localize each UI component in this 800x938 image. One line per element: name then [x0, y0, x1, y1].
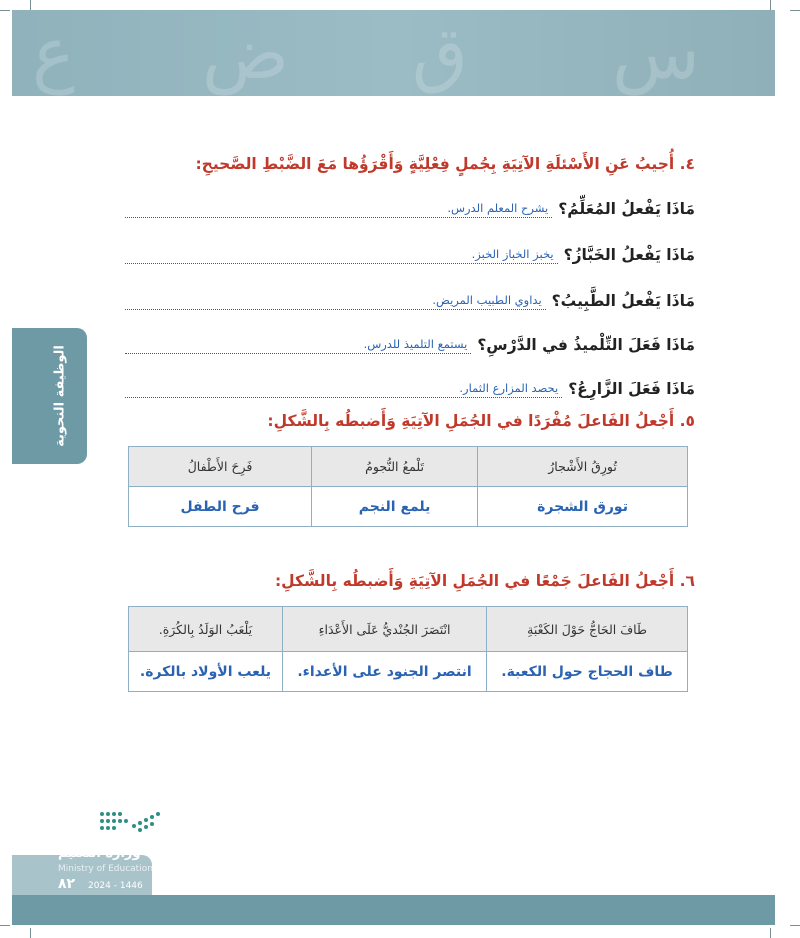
- crop-mark: [770, 0, 771, 10]
- q4-answer: يداوي الطبيب المريض.: [432, 293, 542, 307]
- q4-question: مَاذَا فَعَلَ التِّلْميذُ في الدَّرْسِ؟: [477, 336, 695, 354]
- q4-line: [125, 284, 695, 310]
- crop-mark: [30, 928, 31, 938]
- page-number-value: ٨٢: [58, 876, 76, 892]
- header-band: [12, 10, 775, 96]
- q4-line: [125, 328, 695, 354]
- q4-question: مَاذَا يَفْعلُ الطَّبِيبُ؟: [551, 292, 695, 310]
- crop-mark: [0, 10, 10, 11]
- crop-mark: [790, 925, 800, 926]
- q5-title: ٥. أَجْعلُ الفَاعلَ مُفْرَدًا في الجُمَلِ الآتِيَةِ وَأَضبطُه بِالشَّكلِ:: [267, 412, 695, 430]
- crop-mark: [30, 0, 31, 10]
- q4-answer-field[interactable]: [125, 331, 471, 354]
- q4-answer: يحصد المزارع الثمار.: [459, 381, 559, 395]
- q6-title: ٦. أَجْعلُ الفَاعلَ جَمْعًا في الجُمَلِ الآتِيَةِ وَأَضبطُه بِالشَّكلِ:: [274, 572, 695, 590]
- q6-header-cell: يَلْعَبُ الوَلَدُ بِالكُرَةِ.: [129, 607, 283, 652]
- ministry-logo-icon: [98, 806, 162, 836]
- q6-answer-cell[interactable]: انتصر الجنود على الأعداء.: [282, 652, 486, 692]
- q5-header-cell: تَلْمعُ النُّجومُ: [312, 447, 478, 487]
- q6-header-cell: طَافَ الحَاجُّ حَوْلَ الكَعْبَةِ: [487, 607, 688, 652]
- q5-header-cell: فَرِحَ الأَطْفالُ: [129, 447, 312, 487]
- ornament-glyph: ﺽ: [202, 11, 290, 95]
- side-tab-label: الوظيفة النحوية: [52, 345, 68, 447]
- ornament-glyph: ﺱ: [612, 11, 700, 95]
- q5-table: [128, 446, 688, 527]
- ministry-name-ar: وزارة التعليم: [58, 846, 141, 861]
- q4-answer: يشرح المعلم الدرس.: [447, 201, 549, 215]
- q4-question: مَاذَا يَفْعلُ المُعَلِّمُ؟: [558, 200, 695, 218]
- edition-year: 2024 - 1446: [87, 881, 143, 891]
- q6-answer-cell[interactable]: طاف الحجاج حول الكعبة.: [487, 652, 688, 692]
- q4-line: [125, 238, 695, 264]
- q4-title: ٤. أُجيبُ عَنِ الأَسْئلَةِ الآتِيَةِ بِجُملٍ فِعْلِيَّةٍ وَأَقْرَؤُها مَعَ الضَّبْطِ الصَّحيحِ:: [195, 155, 695, 173]
- q5-answer-cell[interactable]: تورق الشجرة: [478, 487, 688, 527]
- q4-question: مَاذَا فَعَلَ الزَّارِعُ؟: [568, 380, 695, 398]
- q5-answer-cell[interactable]: فرح الطفل: [129, 487, 312, 527]
- crop-mark: [770, 928, 771, 938]
- footer-band: [12, 895, 775, 925]
- q5-answer-cell[interactable]: يلمع النجم: [312, 487, 478, 527]
- q6-header-cell: انْتَصَرَ الجُنْديُّ عَلَى الأَعْدَاءِ: [282, 607, 486, 652]
- side-tab: [12, 328, 87, 464]
- q4-line: [125, 192, 695, 218]
- q4-answer-field[interactable]: [125, 287, 546, 310]
- q6-answer-cell[interactable]: يلعب الأولاد بالكرة.: [129, 652, 283, 692]
- crop-mark: [790, 10, 800, 11]
- q4-question: مَاذَا يَفْعلُ الخَبَّازُ؟: [563, 246, 695, 264]
- ministry-name-en: Ministry of Education: [58, 864, 153, 874]
- q5-header-cell: تُورِقُ الأَشْجارُ: [478, 447, 688, 487]
- ornament-glyph: ﻕ: [412, 11, 468, 95]
- q4-answer: يستمع التلميذ للدرس.: [363, 337, 468, 351]
- crop-mark: [0, 925, 10, 926]
- page-number: [58, 876, 143, 892]
- q4-line: [125, 372, 695, 398]
- q4-answer-field[interactable]: [125, 241, 558, 264]
- q4-answer-field[interactable]: [125, 195, 552, 218]
- q6-table: [128, 606, 688, 692]
- q4-answer: يخبز الخباز الخبز.: [471, 247, 554, 261]
- q4-answer-field[interactable]: [125, 375, 562, 398]
- ornament-glyph: ﻉ: [32, 11, 75, 95]
